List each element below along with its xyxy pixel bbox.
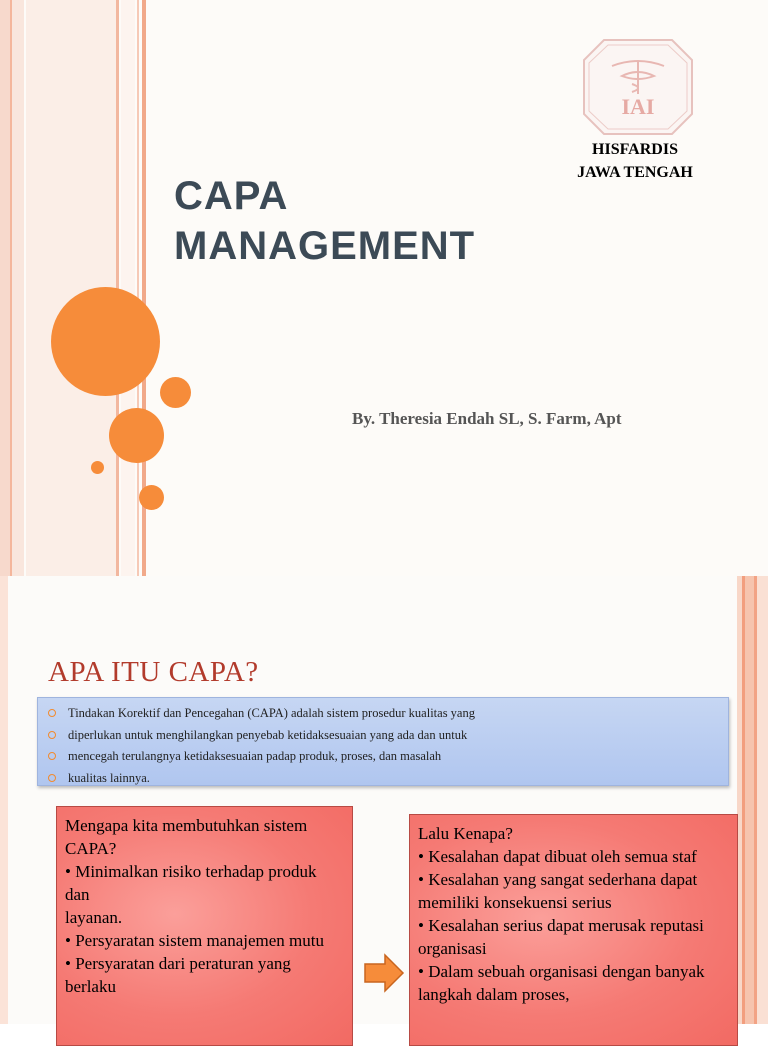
why-then-point: • Kesalahan dapat dibuat oleh semua staf bbox=[418, 847, 697, 866]
org-region: JAWA TENGAH bbox=[577, 164, 693, 181]
why-then-point: • Kesalahan yang sangat sederhana dapat memiliki konsekuensi serius bbox=[418, 870, 698, 912]
definition-box bbox=[37, 697, 729, 786]
decor-circle bbox=[139, 485, 164, 510]
why-then-point: • Kesalahan serius dapat merusak reputasi organisasi bbox=[418, 916, 704, 958]
decor-stripe bbox=[0, 0, 10, 576]
why-then-question: Lalu Kenapa? bbox=[418, 824, 513, 843]
definition-line: kualitas lainnya. bbox=[68, 768, 728, 790]
decor-stripe bbox=[121, 0, 135, 576]
decor-circle bbox=[109, 408, 164, 463]
definition-line: diperlukan untuk menghilangkan penyebab ketidaksesuaian yang ada dan untuk bbox=[68, 725, 728, 747]
decor-stripe bbox=[137, 0, 139, 576]
why-capa-point: • Minimalkan risiko terhadap produk dan bbox=[65, 862, 317, 904]
logo-text: IAI bbox=[621, 94, 655, 119]
section-heading: APA ITU CAPA? bbox=[48, 656, 259, 688]
decor-circle bbox=[160, 377, 191, 408]
org-name: HISFARDIS bbox=[592, 141, 678, 158]
why-capa-question: Mengapa kita membutuhkan sistem CAPA? bbox=[65, 816, 308, 858]
why-then-point: • Dalam sebuah organisasi dengan banyak langkah dalam proses, bbox=[418, 962, 705, 1004]
why-then-box bbox=[409, 814, 738, 1046]
decor-stripe bbox=[0, 576, 8, 1024]
definition-list bbox=[38, 698, 728, 789]
why-capa-point: layanan. bbox=[65, 908, 123, 927]
why-capa-point: • Persyaratan dari peraturan yang berlaku bbox=[65, 954, 291, 996]
decor-circle bbox=[51, 287, 160, 396]
why-capa-point: • Persyaratan sistem manajemen mutu bbox=[65, 931, 324, 950]
definition-line: mencegah terulangnya ketidaksesuaian padap produk, proses, dan masalah bbox=[68, 746, 728, 768]
decor-circle bbox=[91, 461, 104, 474]
slide-title-line2: MANAGEMENT bbox=[174, 224, 476, 268]
definition-line: Tindakan Korektif dan Pencegahan (CAPA) adalah sistem prosedur kualitas yang bbox=[68, 703, 728, 725]
why-capa-box bbox=[56, 806, 353, 1046]
decor-stripe bbox=[12, 0, 24, 576]
slide-title-line1: CAPA bbox=[174, 174, 289, 218]
author-line: By. Theresia Endah SL, S. Farm, Apt bbox=[352, 409, 622, 428]
decor-stripe bbox=[745, 576, 754, 1024]
decor-stripe bbox=[757, 576, 768, 1024]
iai-logo-icon bbox=[582, 38, 694, 136]
arrow-right-icon bbox=[363, 953, 405, 993]
